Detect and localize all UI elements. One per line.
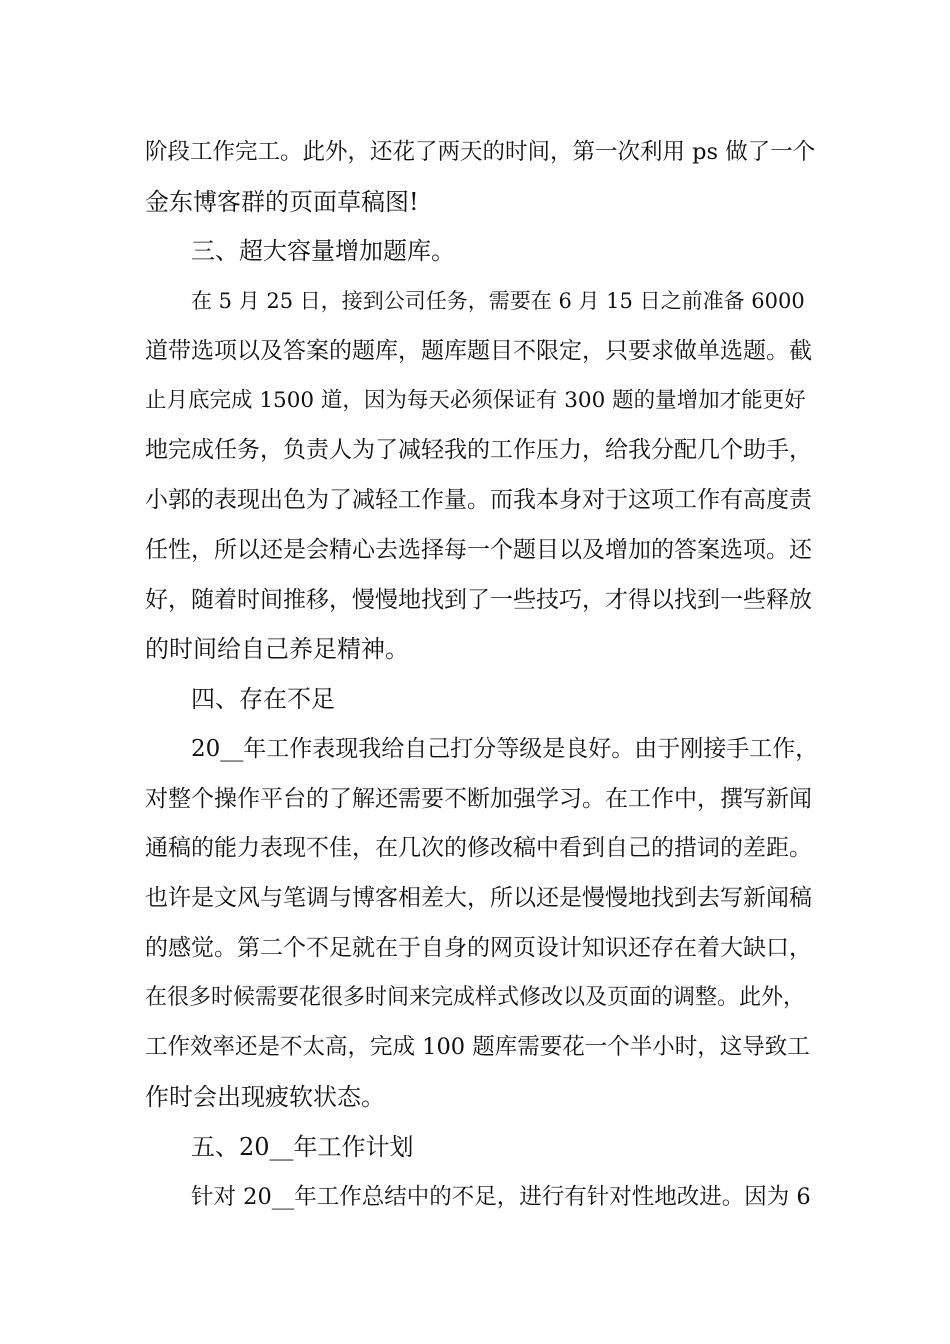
paragraph-line: 的感觉。第二个不足就在于自身的网页设计知识还存在着大缺口， — [145, 935, 812, 961]
paragraph-line: 作时会出现疲软状态。 — [145, 1083, 385, 1111]
section-heading: 三、超大容量增加题库。 — [191, 237, 455, 265]
paragraph-line: 金东博客群的页面草稿图! — [145, 188, 419, 216]
paragraph-line: 止月底完成 1500 道，因为每天必须保证有 300 题的量增加才能更好 — [145, 388, 806, 413]
paragraph-line: 通稿的能力表现不佳，在几次的修改稿中看到自己的措词的差距。 — [145, 835, 812, 861]
paragraph-line: 好，随着时间推移，慢慢地找到了一些技巧，才得以找到一些释放 — [145, 587, 812, 613]
paragraph-line: 工作效率还是不太高，完成 100 题库需要花一个半小时，这导致工 — [145, 1034, 810, 1060]
section-heading: 四、存在不足 — [191, 685, 335, 713]
paragraph-line: 任性，所以还是会精心去选择每一个题目以及增加的答案选项。还 — [145, 537, 812, 563]
paragraph-line: 的时间给自己养足精神。 — [145, 635, 409, 663]
paragraph-line: 道带选项以及答案的题库，题库题目不限定，只要求做单选题。截 — [145, 338, 812, 364]
section-heading: 五、20__年工作计划 — [191, 1133, 414, 1161]
paragraph-line: 针对 20__年工作总结中的不足，进行有针对性地改进。因为 6 — [191, 1184, 811, 1210]
paragraph-line: 在很多时候需要花很多时间来完成样式修改以及页面的调整。此外， — [145, 985, 806, 1010]
paragraph-line: 20__年工作表现我给自己打分等级是良好。由于刚接手工作， — [191, 736, 819, 762]
paragraph-line: 阶段工作完工。此外，还花了两天的时间，第一次利用 ps 做了一个 — [145, 139, 816, 165]
paragraph-line: 也许是文风与笔调与博客相差大，所以还是慢慢地找到去写新闻稿 — [145, 885, 812, 911]
paragraph-line: 在 5 月 25 日，接到公司任务，需要在 6 月 15 日之前准备 6000 — [191, 289, 805, 313]
paragraph-line: 对整个操作平台的了解还需要不断加强学习。在工作中，撰写新闻 — [145, 786, 812, 812]
paragraph-line: 小郭的表现出色为了减轻工作量。而我本身对于这项工作有高度责 — [145, 487, 812, 513]
paragraph-line: 地完成任务，负责人为了减轻我的工作压力，给我分配几个助手， — [145, 437, 812, 463]
